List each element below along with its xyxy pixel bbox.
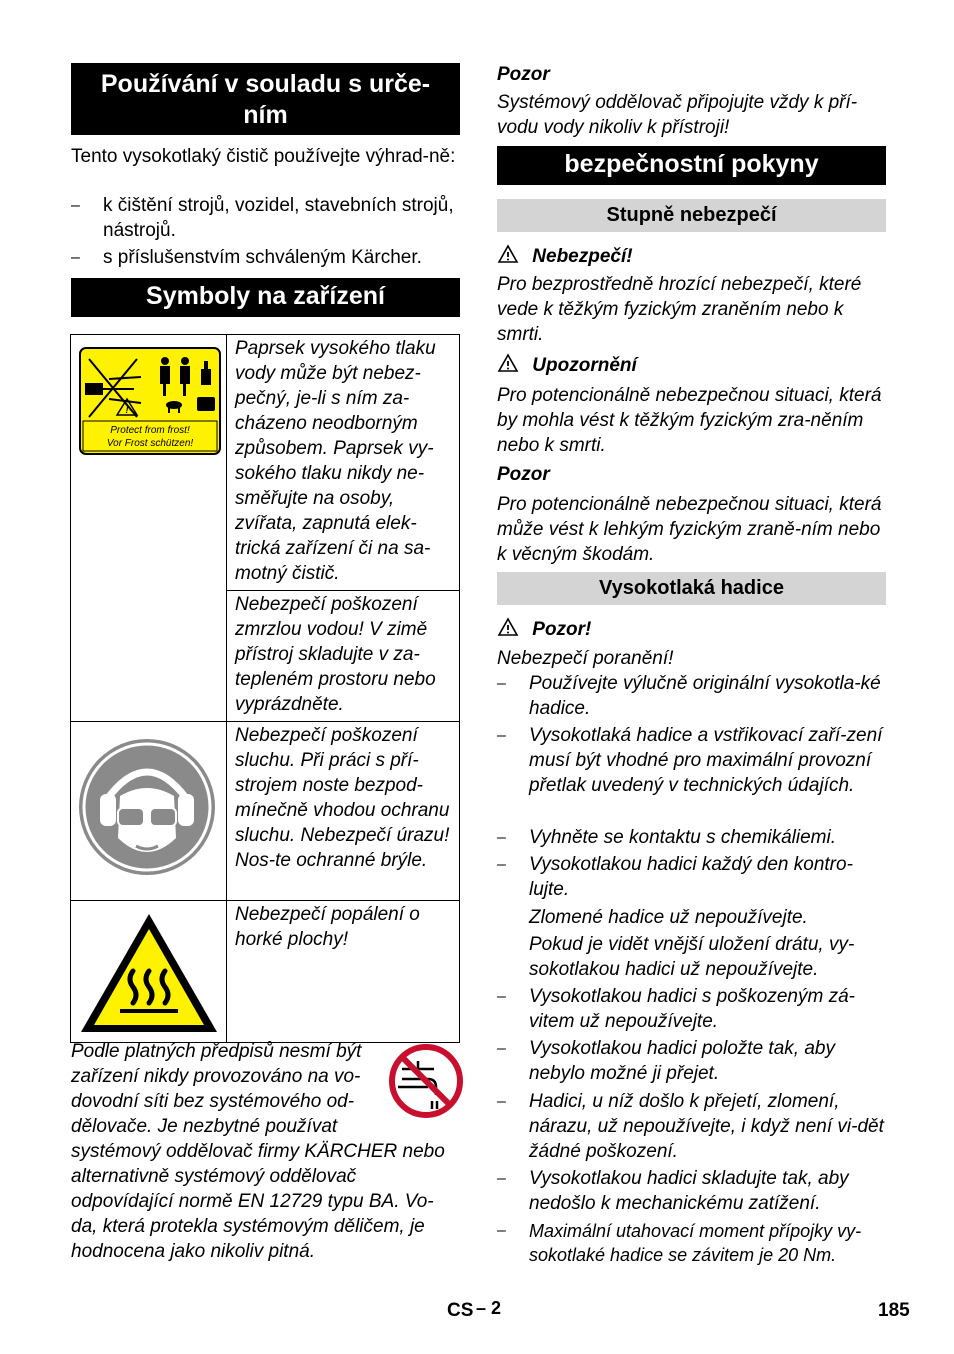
usage-item-text: k čištění strojů, vozidel, stavebních strojů, nástrojů. xyxy=(103,195,454,241)
high-pressure-warning-sticker-icon xyxy=(79,347,221,455)
dash-bullet: – xyxy=(497,1093,506,1110)
hose-item xyxy=(497,984,886,1034)
symbol-text-cell xyxy=(227,901,460,1043)
hose-subnote: Zlomené hadice už nepoužívejte. xyxy=(529,907,808,928)
heading-symbols xyxy=(71,278,460,317)
pozor-label: Pozor xyxy=(497,64,550,85)
danger-heading xyxy=(497,244,633,269)
hose-item-text: Používejte výlučně originální vysokotla-ké hadice. xyxy=(529,673,881,719)
hot-surface-warning-icon xyxy=(78,911,220,1035)
heading-usage-text: Používání v souladu s urče-ním xyxy=(100,70,431,129)
usage-item xyxy=(71,245,460,270)
dash-bullet: – xyxy=(497,727,506,744)
warning-text: Pro potencionálně nebezpečnou situaci, která by mohla vést k těžkým fyzickým zra-něním nebo k smrti. xyxy=(497,385,882,456)
heading-symbols-text: Symboly na zařízení xyxy=(146,282,385,310)
symbol-text: Paprsek vysokého tlaku vody může být nebez-pečný, je-li s ním za-cházeno neodborným způsobem. Paprsek vy-sokého tlaku nikdy ne-směřujte na osoby, zvířata, zapnutá elek-trická zařízení či na sa-motný čistič. xyxy=(235,338,436,584)
water-network-note xyxy=(71,1039,460,1264)
symbol-text-cell xyxy=(227,722,460,901)
hose-caution-label: Pozor! xyxy=(532,619,592,640)
hose-item-text: Vysokotlakou hadici s poškozeným zá-vitem už nepoužívejte. xyxy=(529,986,855,1032)
symbol-cell xyxy=(71,335,227,722)
dash-bullet: – xyxy=(71,197,80,214)
dash-bullet: – xyxy=(497,675,506,692)
dash-bullet: – xyxy=(497,1170,506,1187)
symbol-cell xyxy=(71,901,227,1043)
hose-item xyxy=(497,1219,886,1267)
usage-item xyxy=(71,193,460,243)
hose-item xyxy=(497,825,886,850)
hose-item xyxy=(497,1089,886,1164)
warning-triangle-icon xyxy=(497,244,519,264)
dash-bullet: – xyxy=(497,856,506,873)
subheading-hose-text: Vysokotlaká hadice xyxy=(599,577,784,599)
hose-item-text: Vysokotlaká hadice a vstřikovací zaří-zení musí být vhodné pro maximální provozní přetlak uvedený v technických údajích. xyxy=(529,725,883,796)
caution-label: Pozor xyxy=(497,464,550,485)
hose-item-text: Vysokotlakou hadici položte tak, aby nebylo možné ji přejet. xyxy=(529,1038,835,1084)
footer-section: – 2 xyxy=(476,1298,502,1318)
hose-item-text: Vysokotlakou hadici každý den kontro-lujte. xyxy=(529,854,853,900)
hose-item xyxy=(497,723,886,798)
sticker-line1: Protect from frost! xyxy=(110,425,190,436)
page-number: 185 xyxy=(878,1300,910,1321)
hose-injury: Nebezpečí poranění! xyxy=(497,648,674,669)
hose-item-text: Maximální utahovací moment přípojky vy-sokotlaké hadice se závitem je 20 Nm. xyxy=(529,1221,862,1265)
symbol-row xyxy=(71,722,460,901)
symbol-text-cell xyxy=(227,591,460,722)
subheading-levels xyxy=(497,199,886,232)
no-drinking-water-icon xyxy=(388,1043,464,1119)
symbols-table xyxy=(70,334,460,1043)
heading-safety xyxy=(497,146,886,185)
svg-text:!: ! xyxy=(125,405,129,415)
symbol-cell xyxy=(71,722,227,901)
hose-subnote: Pokud je vidět vnější uložení drátu, vy-sokotlakou hadici už nepoužívejte. xyxy=(529,934,855,980)
footer-lang: CS xyxy=(447,1300,474,1321)
warning-label: Upozornění xyxy=(532,355,637,376)
dash-bullet: – xyxy=(497,988,506,1005)
dash-bullet: – xyxy=(497,829,506,846)
hose-item-text: Vyhněte se kontaktu s chemikáliemi. xyxy=(529,827,836,848)
no-drinking-water-icon-wrap xyxy=(388,1043,466,1125)
pozor-text: Systémový oddělovač připojujte vždy k pří-vodu vody nikoliv k přístroji! xyxy=(497,92,858,138)
hose-caution-heading xyxy=(497,617,591,642)
symbol-row xyxy=(71,901,460,1043)
hose-item-text: Hadici, u níž došlo k přejetí, zlomení, nárazu, už nepoužívejte, i když není vi-dět žádné poškození. xyxy=(529,1091,884,1162)
heading-safety-text: bezpečnostní pokyny xyxy=(564,150,819,178)
symbol-row xyxy=(71,335,460,591)
danger-label: Nebezpečí! xyxy=(532,246,633,267)
subheading-hose xyxy=(497,572,886,605)
dash-bullet: – xyxy=(497,1222,506,1239)
warning-triangle-icon xyxy=(497,617,519,637)
dash-bullet: – xyxy=(71,249,80,266)
warning-triangle-icon xyxy=(497,353,519,373)
hose-item xyxy=(497,852,886,902)
symbol-text-cell xyxy=(227,335,460,591)
dash-bullet: – xyxy=(497,1040,506,1057)
symbol-text: Nebezpečí poškození sluchu. Při práci s pří-strojem noste bezpod-mínečně vhodou ochranu sluchu. Nebezpečí úrazu! Nos-te ochranné brýle. xyxy=(235,725,450,871)
hose-item-text: Vysokotlakou hadici skladujte tak, aby nedošlo k mechanickému zatížení. xyxy=(529,1168,849,1214)
subheading-levels-text: Stupně nebezpečí xyxy=(606,204,777,226)
heading-usage xyxy=(71,63,460,135)
sticker-line2: Vor Frost schützen! xyxy=(106,438,194,449)
hearing-eye-protection-icon xyxy=(78,738,216,876)
water-network-note-text: Podle platných předpisů nesmí být zařízení nikdy provozováno na vo-dovodní síti bez systémového od-dělovače. Je nezbytné používat systémový oddělovač firmy KÄRCHER nebo alternativně systémový oddělovač odpovídající normě EN 12729 typu BA. Vo-da, která protekla systémovým děličem, je hodnocena jako nikoliv pitná. xyxy=(71,1041,445,1262)
usage-intro: Tento vysokotlaký čistič používejte výhrad-ně: xyxy=(71,146,456,167)
symbol-text: Nebezpečí poškození zmrzlou vodou! V zimě přístroj skladujte v za-tepleném prostoru nebo vyprázdněte. xyxy=(235,594,436,715)
caution-text: Pro potencionálně nebezpečnou situaci, která může vést k lehkým fyzickým zraně-ním nebo k věcným škodám. xyxy=(497,494,882,565)
hose-item xyxy=(497,1166,886,1216)
hose-item xyxy=(497,671,886,721)
danger-text: Pro bezprostředně hrozící nebezpečí, které vede k těžkým fyzickým zraněním nebo k smrti. xyxy=(497,274,862,345)
hose-item xyxy=(497,1036,886,1086)
warning-heading xyxy=(497,353,637,378)
usage-item-text: s příslušenstvím schváleným Kärcher. xyxy=(103,247,422,268)
symbol-text: Nebezpečí popálení o horké plochy! xyxy=(235,904,420,950)
